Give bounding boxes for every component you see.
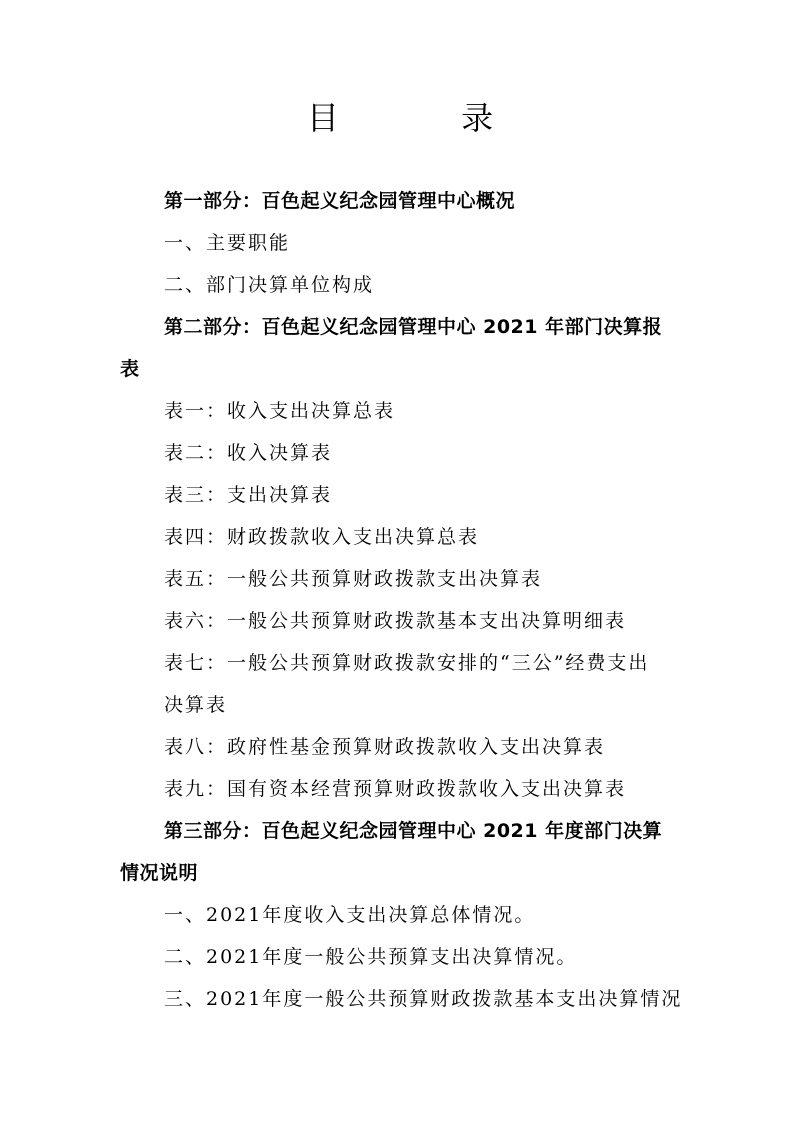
toc-item[interactable]: 表四：财政拨款收入支出决算总表 xyxy=(164,526,480,548)
toc-item-table-7[interactable]: 表七：一般公共预算财政拨款安排的“三公”经费支出 xyxy=(164,652,650,674)
toc-item[interactable]: 二、2021年度一般公共预算支出决算情况。 xyxy=(164,946,578,968)
table-of-contents xyxy=(120,180,685,1020)
toc-item[interactable]: 三、2021年度一般公共预算财政拨款基本支出决算情况 xyxy=(164,988,683,1010)
toc-item[interactable]: 表五：一般公共预算财政拨款支出决算表 xyxy=(164,568,543,590)
toc-item[interactable]: 表三：支出决算表 xyxy=(164,484,333,506)
toc-item[interactable]: 二、部门决算单位构成 xyxy=(164,274,375,296)
toc-part-1-heading[interactable]: 第一部分：百色起义纪念园管理中心概况 xyxy=(164,190,516,212)
toc-item[interactable]: 一、2021年度收入支出决算总体情况。 xyxy=(164,904,536,926)
toc-item[interactable]: 表一：收入支出决算总表 xyxy=(164,400,396,422)
toc-item[interactable]: 表八：政府性基金预算财政拨款收入支出决算表 xyxy=(164,736,606,758)
page-title: 目 录 xyxy=(306,99,550,137)
toc-item[interactable]: 一、主要职能 xyxy=(164,232,291,254)
toc-part-2-heading[interactable]: 第二部分：百色起义纪念园管理中心 2021 年部门决算报 xyxy=(164,316,663,338)
toc-item[interactable]: 表二：收入决算表 xyxy=(164,442,333,464)
toc-part-3-heading-continued[interactable]: 情况说明 xyxy=(120,862,199,884)
toc-item[interactable]: 表九：国有资本经营预算财政拨款收入支出决算表 xyxy=(164,778,627,800)
toc-part-3-heading[interactable]: 第三部分：百色起义纪念园管理中心 2021 年度部门决算 xyxy=(164,820,663,842)
toc-item-table-7-continued[interactable]: 决算表 xyxy=(164,694,228,716)
toc-item[interactable]: 表六：一般公共预算财政拨款基本支出决算明细表 xyxy=(164,610,627,632)
toc-part-2-heading-continued[interactable]: 表 xyxy=(120,358,140,380)
